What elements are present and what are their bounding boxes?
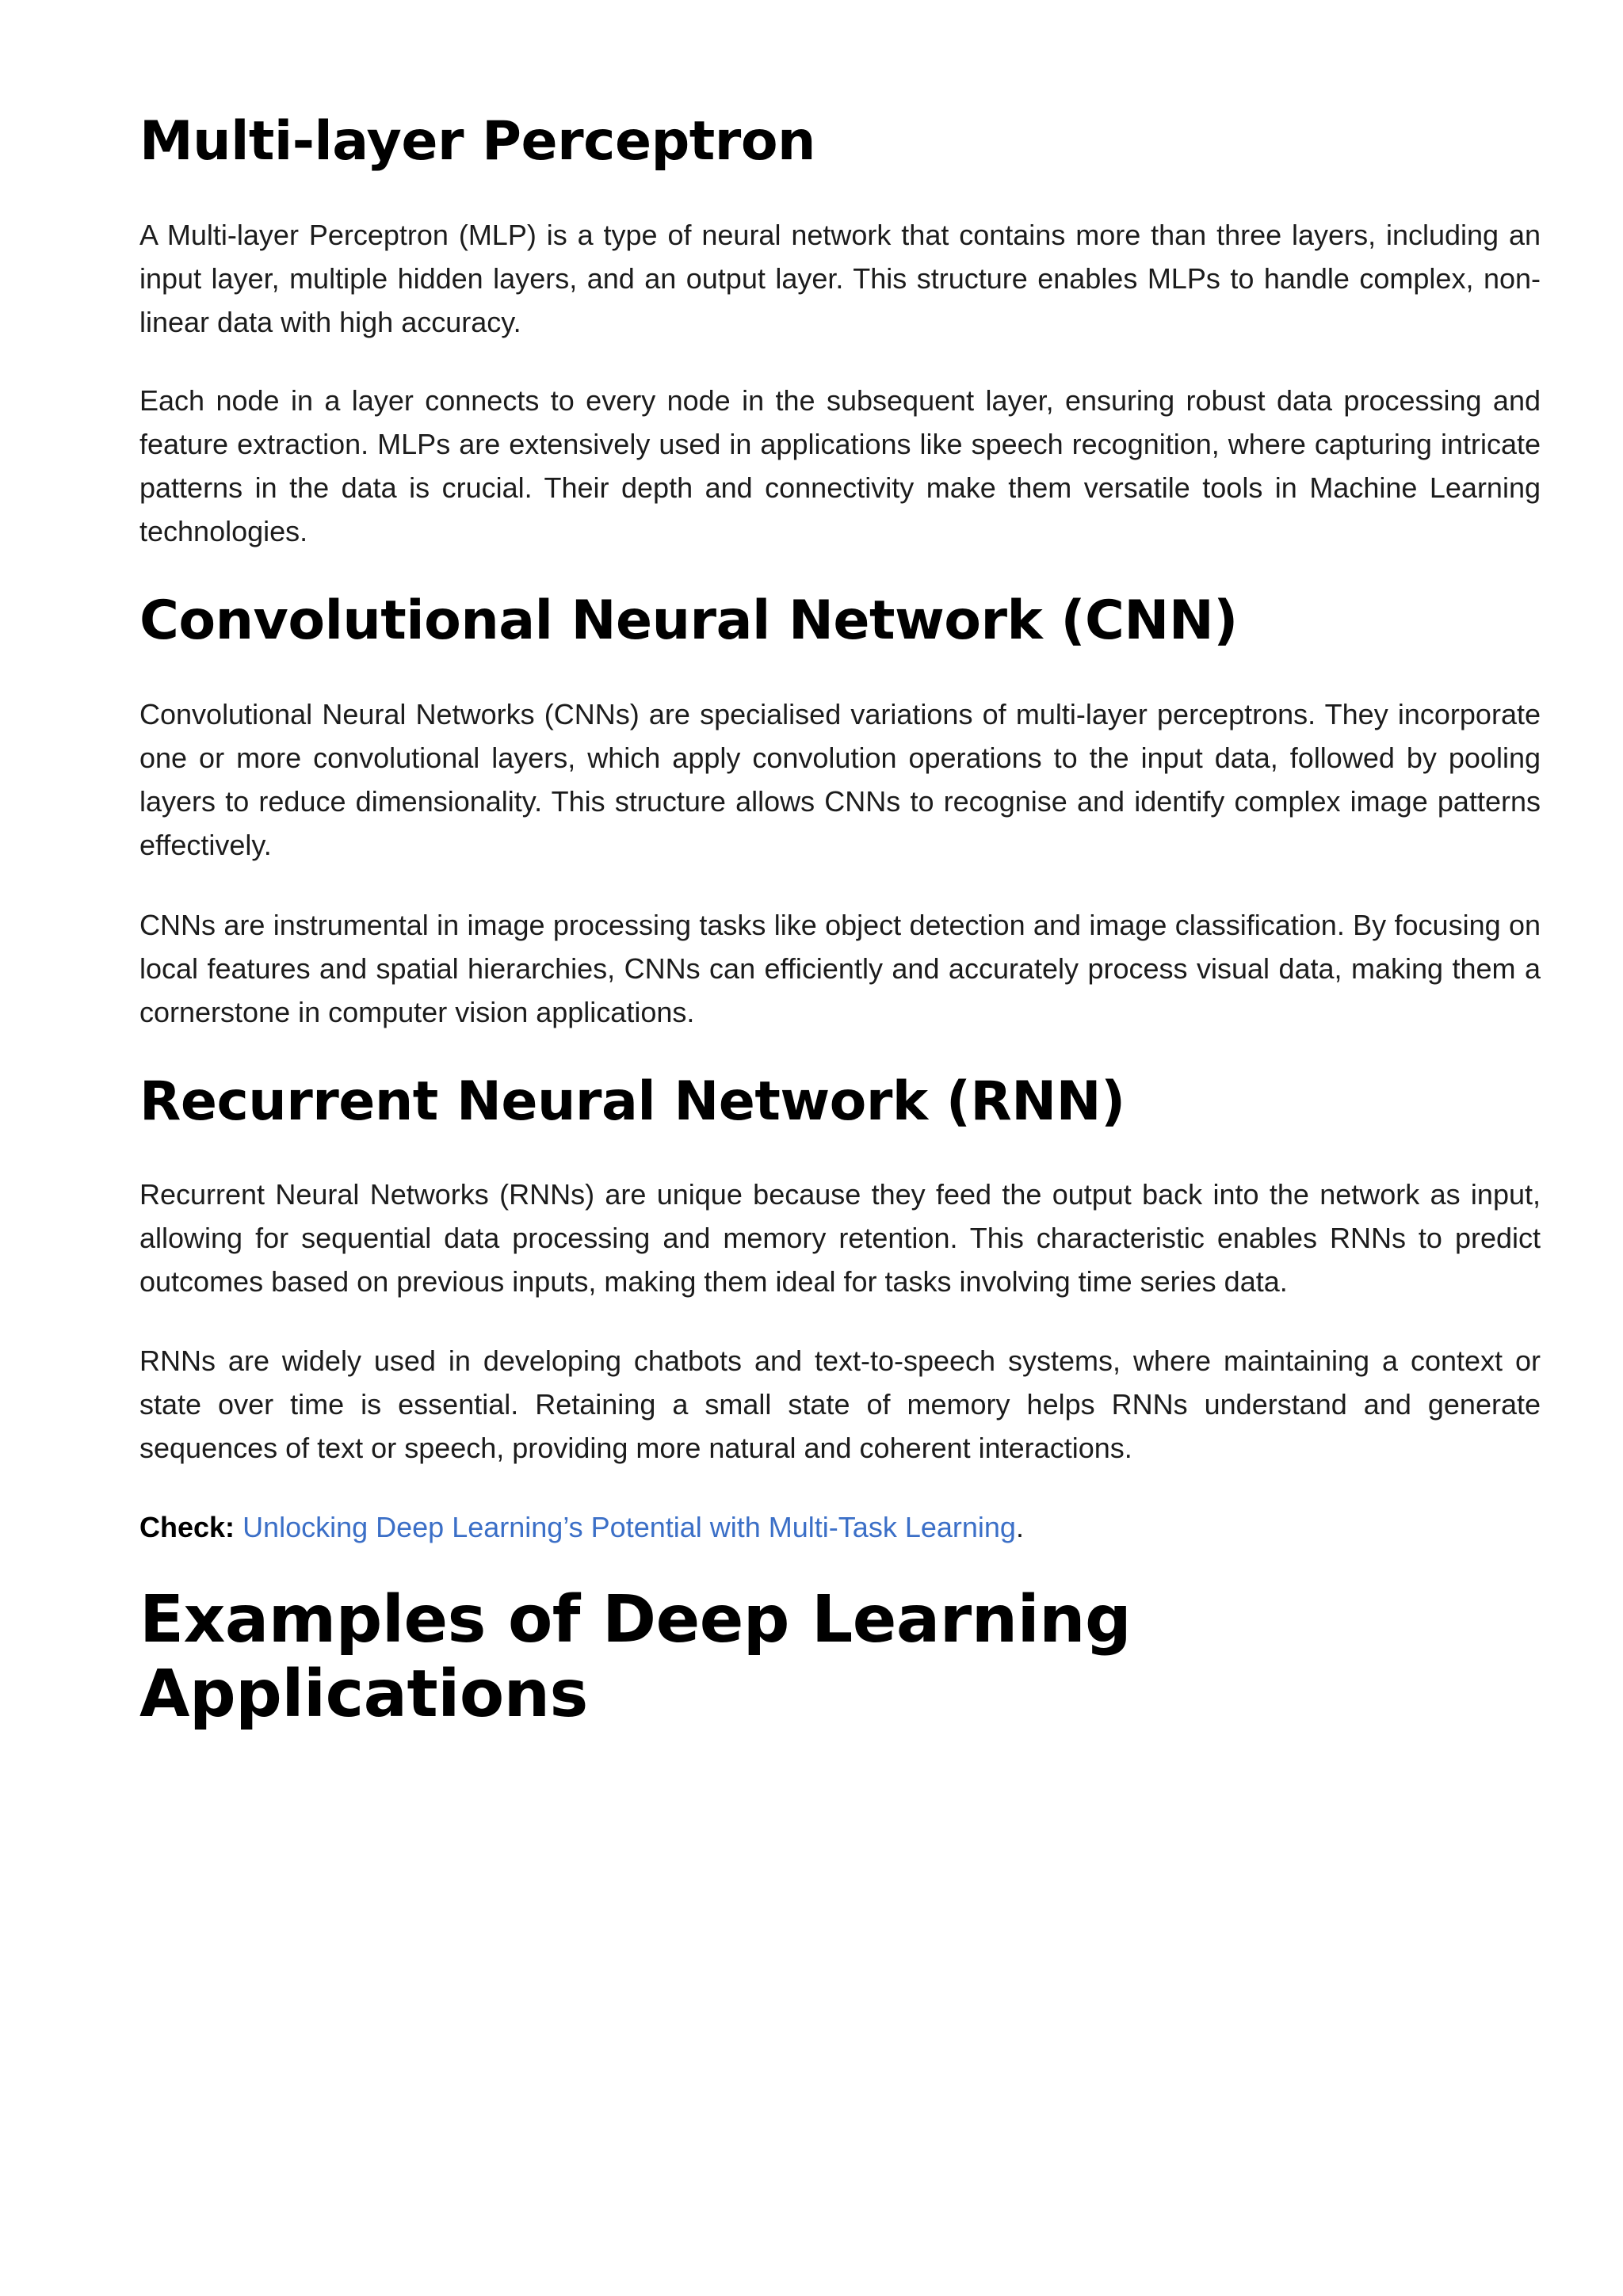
- section-heading-cnn: Convolutional Neural Network (CNN): [139, 589, 1238, 652]
- mlp-paragraph-1: A Multi-layer Perceptron (MLP) is a type of neural network that contains more than three layers, including an input layer, multiple hidden layers, and an output layer. This structure enables MLPs to handle complex, non-linear data with high accuracy.: [139, 219, 1541, 338]
- rnn-paragraph-1: Recurrent Neural Networks (RNNs) are unique because they feed the output back into the network as input, allowing for sequential data processing and memory retention. This characteristic enables RNNs to predict outcomes based on previous inputs, making them ideal for tasks involving time series data.: [139, 1178, 1541, 1298]
- section-heading-rnn: Recurrent Neural Network (RNN): [139, 1070, 1125, 1133]
- rnn-paragraph-2: RNNs are widely used in developing chatbots and text-to-speech systems, where maintaining a context or state over time is essential. Retaining a small state of memory helps RNNs understand and generate sequences of text or speech, providing more natural and coherent interactions.: [139, 1344, 1541, 1464]
- examples-heading: Examples of Deep Learning Applications: [139, 1582, 1132, 1733]
- check-trailing-period: .: [1015, 1511, 1024, 1543]
- cnn-paragraph-1: Convolutional Neural Networks (CNNs) are specialised variations of multi-layer perceptrons. They incorporate one or more convolutional layers, which apply convolution operations to the input data, followed by pooling layers to reduce dimensionality. This structure allows CNNs to recognise and identify complex image patterns effectively.: [139, 698, 1541, 861]
- cnn-paragraph-2: CNNs are instrumental in image processing tasks like object detection and image classification. By focusing on local features and spatial hierarchies, CNNs can efficiently and accurately process visual data, making them a cornerstone in computer vision applications.: [139, 909, 1541, 1028]
- check-label: Check:: [139, 1511, 235, 1543]
- section-heading-mlp: Multi-layer Perceptron: [139, 110, 815, 173]
- mlp-paragraph-2: Each node in a layer connects to every node in the subsequent layer, ensuring robust data processing and feature extraction. MLPs are extensively used in applications like speech recognition, where capturing intricate patterns in the data is crucial. Their depth and connectivity make them versatile tools in Machine Learning technologies.: [139, 384, 1541, 547]
- check-line: [139, 1505, 1541, 1549]
- check-link[interactable]: Unlocking Deep Learning’s Potential with Multi-Task Learning: [242, 1511, 1016, 1543]
